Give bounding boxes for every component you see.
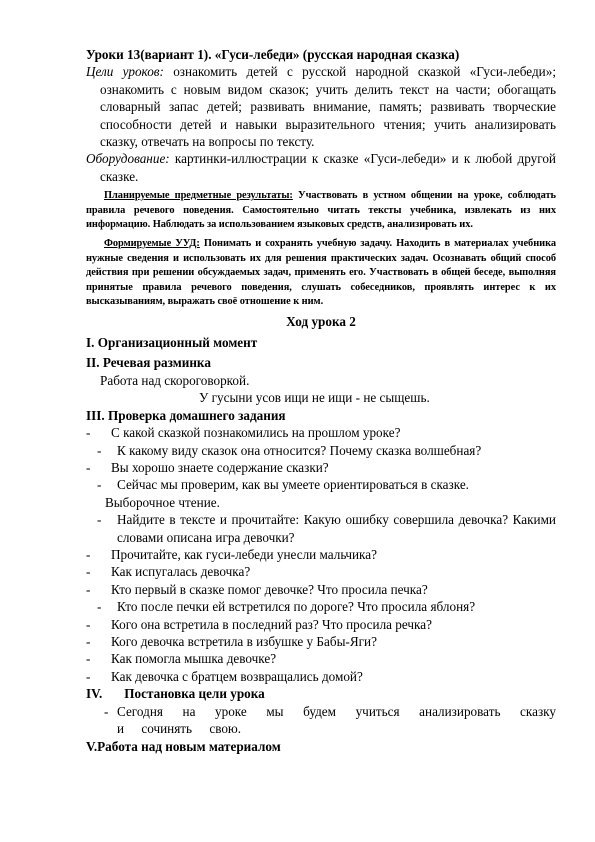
goals-label: Цели уроков:	[86, 64, 164, 80]
question-item: - Кто первый в сказке помог девочке? Что просила печка?	[86, 581, 556, 598]
goals-text: ознакомить детей с русской народной сказкой «Гуси-лебеди»; ознакомить с новым видом сказок; учить делить текст на части; обогащать словарный запас детей; развивать внимание, память; развивать творческие способности детей и навыки выразительного чтения; учить анализировать сказку, отвечать на вопросы по тексту.	[100, 64, 556, 150]
question-note: Выборочное чтение.	[105, 494, 220, 510]
question-item: - Сейчас мы проверим, как вы умеете ориентироваться в сказке.	[86, 476, 556, 493]
lesson-equipment	[86, 150, 556, 185]
question-item: - Вы хорошо знаете содержание сказки?	[86, 459, 556, 476]
subject-results-text: Участвовать в устном общении на уроке, соблюдать правила речевого поведения. Самостоятельно читать тексты учебника, извлекать из них информацию. Наблюдать за использованием языковых средств, анализировать их.	[86, 190, 556, 231]
subject-results-label: Планируемые предметные результаты:	[104, 190, 293, 202]
equipment-text: картинки-иллюстрации к сказке «Гуси-лебеди» и к любой другой сказке.	[100, 151, 556, 184]
section-2-heading: II. Речевая разминка	[86, 355, 211, 371]
uud-label: Формируемые УУД:	[104, 238, 200, 250]
equipment-label: Оборудование:	[86, 151, 170, 167]
section-4-text: - Сегодня на уроке мы будем учиться анализировать сказку и сочинять свою.	[86, 703, 556, 738]
tongue-twister: У гусыни усов ищи не ищи - не сыщешь.	[199, 390, 430, 406]
question-item: - Кто после печки ей встретился по дороге? Что просила яблоня?	[86, 598, 556, 615]
section-5-heading: V.Работа над новым материалом	[86, 738, 281, 754]
question-item: - Как испугалась девочка?	[86, 563, 556, 580]
question-item: - К какому виду сказок она относится? Почему сказка волшебная?	[86, 442, 556, 459]
question-item: - Кого девочка встретила в избушке у Бабы-Яги?	[86, 633, 556, 650]
section-2-work: Работа над скороговоркой.	[100, 372, 250, 388]
question-item: - Найдите в тексте и прочитайте: Какую ошибку совершила девочка? Какими словами описана игра девочки?	[86, 511, 556, 546]
uud-text: Понимать и сохранять учебную задачу. Находить в материалах учебника нужные сведения и использовать их для решения практических задач. Осознавать общий способ действия при решении обсуждаемых задач, применять его. Участвовать в общей беседе, выполняя принятые правила речевого поведения, слушать собеседников, проявлять интерес к их высказываниям, выражать своё отношение к ним.	[86, 238, 557, 308]
lesson-title: Уроки 13(вариант 1). «Гуси-лебеди» (русская народная сказка)	[86, 47, 460, 62]
document-page	[86, 46, 556, 755]
question-item: - Кого она встретила в последний раз? Что просила речка?	[86, 616, 556, 633]
question-item: - Как помогла мышка девочке?	[86, 650, 556, 667]
course-title: Ход урока 2	[286, 314, 356, 329]
question-item: - Прочитайте, как гуси-лебеди унесли мальчика?	[86, 546, 556, 563]
subject-results	[86, 189, 556, 233]
question-item: - С какой сказкой познакомились на прошлом уроке?	[86, 424, 556, 441]
section-4-heading	[86, 685, 556, 703]
uud	[86, 237, 556, 310]
question-item: - Как девочка с братцем возвращались домой?	[86, 668, 556, 685]
section-3-heading: III. Проверка домашнего задания	[86, 407, 286, 423]
lesson-goals	[86, 63, 556, 150]
section-4-number: IV.	[86, 686, 103, 702]
section-1-heading: I. Организационный момент	[86, 334, 258, 350]
section-4-title: Постановка цели урока	[124, 686, 265, 702]
